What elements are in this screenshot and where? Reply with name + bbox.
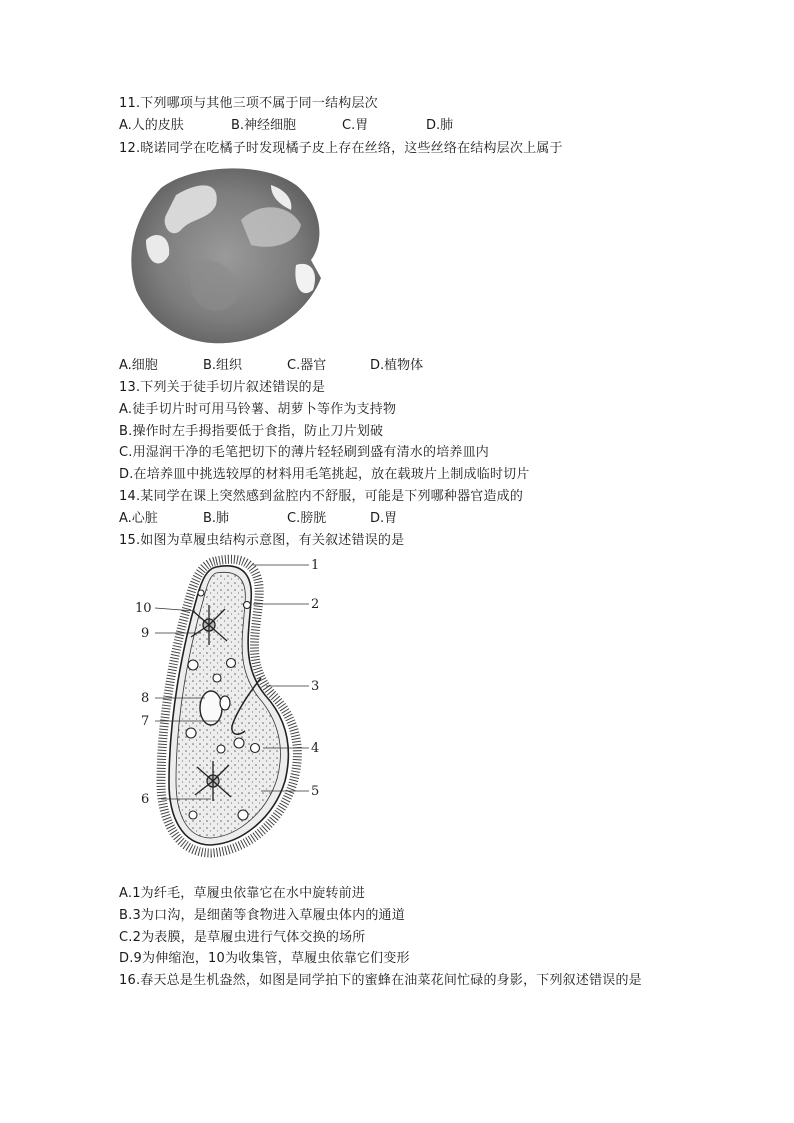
label-4: 4 — [311, 741, 320, 756]
option-d: D.胃 — [370, 511, 398, 526]
label-3: 3 — [311, 679, 320, 694]
option-d: D.植物体 — [370, 358, 424, 373]
label-8: 8 — [141, 691, 150, 706]
question-13-stem: 13.下列关于徒手切片叙述错误的是 — [119, 380, 326, 395]
question-13-option-a: A.徒手切片时可用马铃薯、胡萝卜等作为支持物 — [119, 402, 397, 417]
option-b: B.组织 — [203, 358, 243, 373]
question-14-stem: 14.某同学在课上突然感到盆腔内不舒服，可能是下列哪种器官造成的 — [119, 489, 524, 504]
option-a: A.人的皮肤 — [119, 118, 184, 133]
label-10: 10 — [135, 601, 152, 616]
label-5: 5 — [311, 784, 320, 799]
label-2: 2 — [311, 597, 320, 612]
question-15-option-c: C.2为表膜，是草履虫进行气体交换的场所 — [119, 930, 366, 945]
question-15-stem: 15.如图为草履虫结构示意图，有关叙述错误的是 — [119, 533, 405, 548]
paramecium-diagram — [121, 553, 333, 878]
question-13-option-c: C.用湿润干净的毛笔把切下的薄片轻轻刷到盛有清水的培养皿内 — [119, 445, 490, 460]
question-13-option-d: D.在培养皿中挑选较厚的材料用毛笔挑起，放在载玻片上制成临时切片 — [119, 467, 530, 482]
question-13-option-b: B.操作时左手拇指要低于食指，防止刀片划破 — [119, 424, 384, 439]
option-c: C.胃 — [342, 118, 369, 133]
label-1: 1 — [311, 558, 320, 573]
label-7: 7 — [141, 714, 150, 729]
label-6: 6 — [141, 792, 150, 807]
question-12-stem: 12.晓诺同学在吃橘子时发现橘子皮上存在丝络，这些丝络在结构层次上属于 — [119, 141, 563, 156]
orange-peel-figure — [121, 160, 331, 355]
question-11-stem: 11.下列哪项与其他三项不属于同一结构层次 — [119, 96, 378, 111]
option-b: B.肺 — [203, 511, 230, 526]
question-15-option-d: D.9为伸缩泡，10为收集管，草履虫依靠它们变形 — [119, 951, 410, 966]
label-9: 9 — [141, 626, 150, 641]
question-16-stem: 16.春天总是生机盎然，如图是同学拍下的蜜蜂在油菜花间忙碌的身影，下列叙述错误的是 — [119, 973, 642, 988]
question-15-option-b: B.3为口沟，是细菌等食物进入草履虫体内的通道 — [119, 908, 405, 923]
option-c: C.膀胱 — [287, 511, 327, 526]
option-d: D.肺 — [426, 118, 454, 133]
question-15-option-a: A.1为纤毛，草履虫依靠它在水中旋转前进 — [119, 886, 366, 901]
option-a: A.心脏 — [119, 511, 158, 526]
option-b: B.神经细胞 — [231, 118, 297, 133]
option-a: A.细胞 — [119, 358, 158, 373]
option-c: C.器官 — [287, 358, 327, 373]
